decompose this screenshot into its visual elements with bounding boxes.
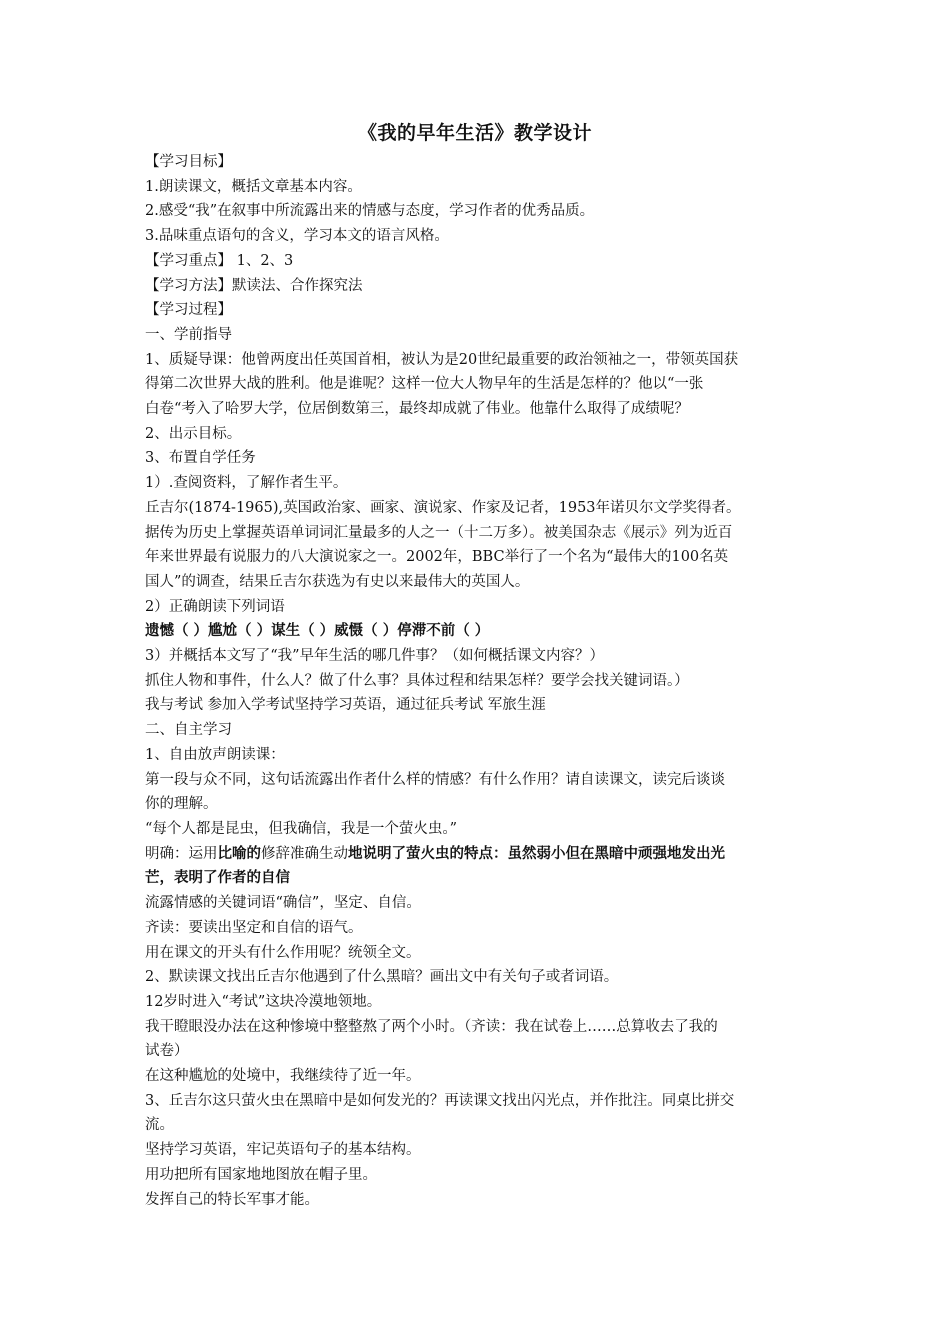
section-heading-key-points: 【学习重点】 1、2、3 (145, 252, 294, 269)
text-line: 2、出示目标。 (145, 425, 242, 442)
text-line: 据传为历史上掌握英语单词词汇量最多的人之一（十二万多）。被美国杂志《展示》列为近百 (145, 524, 733, 541)
text-line: 流露情感的关键词语“确信”，坚定、自信。 (145, 895, 421, 912)
section-heading-process: 【学习过程】 (145, 302, 232, 319)
text-line: 1.朗读课文，概括文章基本内容。 (145, 178, 362, 195)
text-line: 3、布置自学任务 (145, 450, 256, 467)
section-heading-methods: 【学习方法】默读法、合作探究法 (145, 277, 363, 294)
part-heading-self-study: 二、自主学习 (145, 722, 232, 739)
quote-line: “每个人都是昆虫，但我确信，我是一个萤火虫。” (145, 820, 458, 837)
mingque-line-continued: 芒，表明了作者的自信 (145, 870, 290, 887)
text-line: 流。 (145, 1117, 174, 1134)
mingque-line (145, 842, 817, 867)
text-line: 年来世界最有说服力的八大演说家之一。2002年，BBC举行了一个名为“最伟大的100名英 (145, 549, 729, 566)
text-line: 抓住人物和事件，什么人？做了什么事？具体过程和结果怎样？要学会找关键词语。） (145, 672, 689, 689)
mingque-segment-bold: 地说明了萤火虫的特点：虽然弱小但在黑暗中顽强地发出光 (348, 845, 725, 862)
document-body (145, 150, 817, 1212)
text-line: 2）正确朗读下列词语 (145, 598, 285, 615)
vocabulary-line: 遗憾（ ）尴尬（ ）谋生（ ）威慑（ ）停滞不前（ ） (145, 623, 490, 640)
text-line: 3.品味重点语句的含义，学习本文的语言风格。 (145, 228, 449, 245)
text-line: 2、默读课文找出丘吉尔他遇到了什么黑暗？画出文中有关句子或者词语。 (145, 969, 619, 986)
text-line: 得第二次世界大战的胜利。他是谁呢？这样一位大人物早年的生活是怎样的？他以“一张 (145, 376, 704, 393)
text-line: 我干瞪眼没办法在这种惨境中整整熬了两个小时。（齐读：我在试卷上……总算收去了我的 (145, 1018, 718, 1035)
section-heading-objectives: 【学习目标】 (145, 154, 232, 170)
part-heading-guidance: 一、学前指导 (145, 326, 232, 343)
document-title: 《我的早年生活》教学设计 (357, 122, 592, 144)
text-line: 我与考试 参加入学考试坚持学习英语，通过征兵考试 军旅生涯 (145, 697, 546, 714)
text-line: 1、自由放声朗读课： (145, 746, 285, 763)
text-line: 2.感受“我”在叙事中所流露出来的情感与态度，学习作者的优秀品质。 (145, 203, 595, 220)
text-line: 1、质疑导课：他曾两度出任英国首相，被认为是20世纪最重要的政治领袖之一，带领英国获 (145, 351, 739, 368)
text-line: 试卷） (145, 1043, 189, 1060)
text-line: 齐读：要读出坚定和自信的语气。 (145, 919, 363, 936)
text-line: 你的理解。 (145, 796, 218, 813)
text-line: 发挥自己的特长军事才能。 (145, 1191, 319, 1208)
text-line: 3、丘吉尔这只萤火虫在黑暗中是如何发光的？再读课文找出闪光点，并作批注。同桌比拼交 (145, 1092, 735, 1109)
mingque-segment: 明确：运用 (145, 845, 218, 862)
text-line: 在这种尴尬的处境中，我继续待了近一年。 (145, 1068, 421, 1085)
mingque-segment: 修辞准确生动 (261, 845, 348, 862)
text-line: 12岁时进入“考试”这块冷漠地领地。 (145, 993, 382, 1010)
mingque-segment-bold: 比喻的 (217, 845, 261, 862)
text-line: 国人”的调查，结果丘吉尔获选为有史以来最伟大的英国人。 (145, 573, 530, 590)
text-line: 坚持学习英语，牢记英语句子的基本结构。 (145, 1142, 421, 1159)
text-line: 用功把所有国家地地图放在帽子里。 (145, 1166, 377, 1183)
text-line: 第一段与众不同，这句话流露出作者什么样的情感？有什么作用？请自读课文，读完后谈谈 (145, 771, 725, 788)
text-line: 白卷“考入了哈罗大学，位居倒数第三，最终却成就了伟业。他靠什么取得了成绩呢？ (145, 401, 689, 418)
text-line: 用在课文的开头有什么作用呢？统领全文。 (145, 944, 421, 961)
text-line: 1）.查阅资料，了解作者生平。 (145, 475, 348, 492)
text-line: 3）并概括本文写了“我”早年生活的哪几件事？（如何概括课文内容？） (145, 648, 605, 665)
text-line: 丘吉尔(1874-1965),英国政治家、画家、演说家、作家及记者，1953年诺贝尔文学奖得者。 (145, 499, 741, 516)
